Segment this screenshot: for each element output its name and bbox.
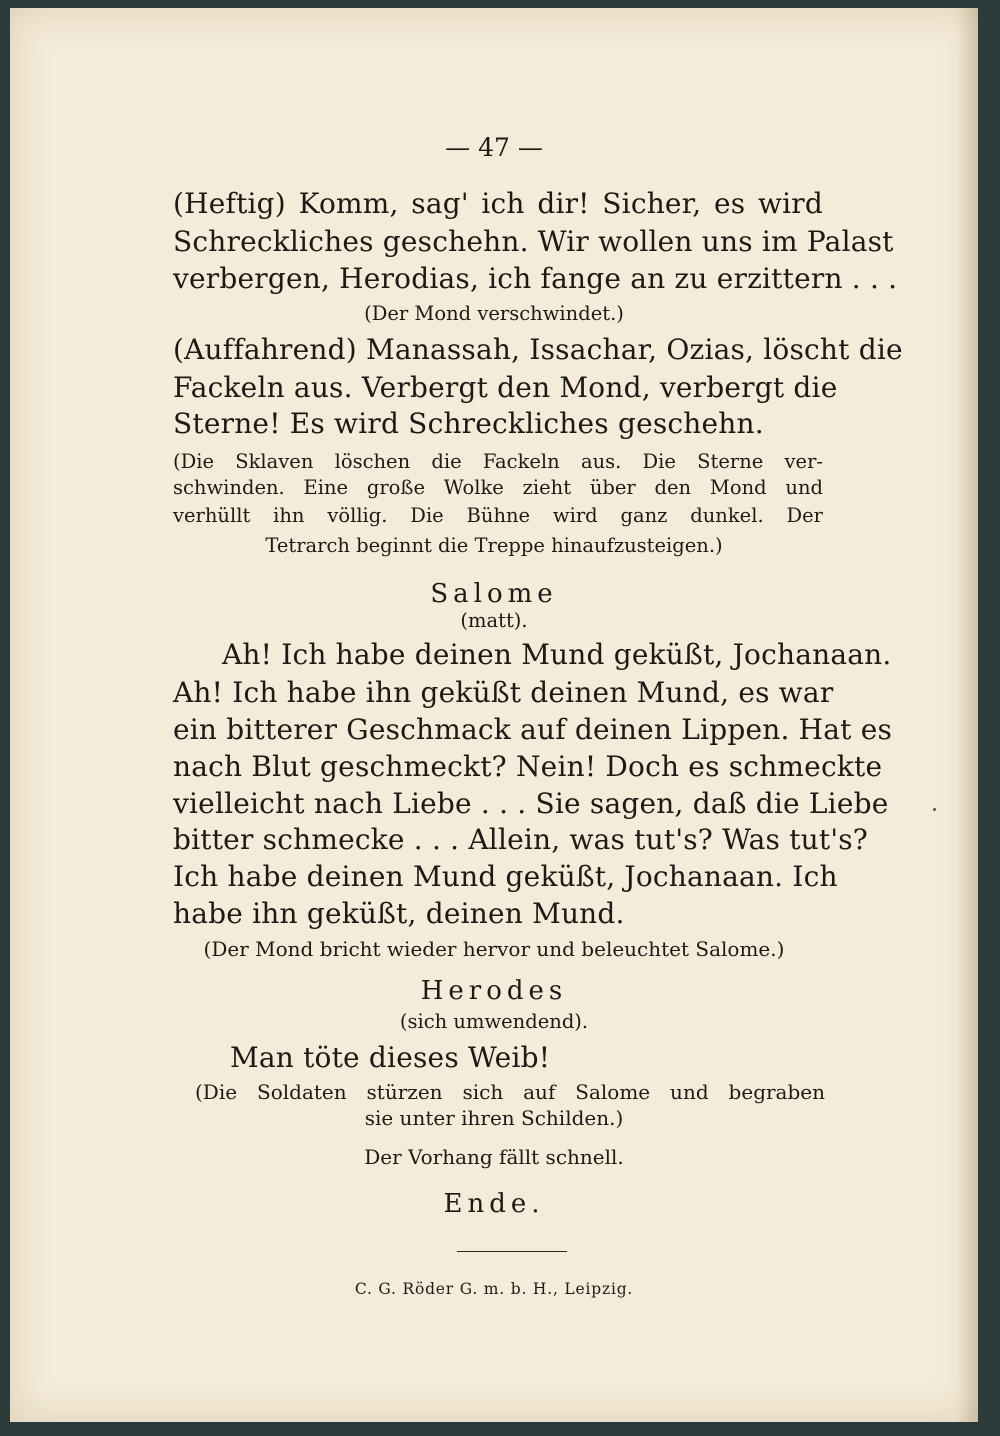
speaker-name: Salome: [430, 579, 558, 609]
text-line: Schreckliches geschehn. Wir wollen uns im Palast: [173, 225, 894, 258]
stage-direction-line: (Die Soldaten stürzen sich auf Salome und begraben: [195, 1080, 825, 1104]
stage-direction-line: sie unter ihren Schilden.): [364, 1106, 624, 1130]
text-line: (Auffahrend) Manassah, Issachar, Ozias, löscht die: [173, 333, 903, 366]
text-line: Ah! Ich habe ihn geküßt deinen Mund, es war: [173, 676, 834, 709]
stage-direction-line: Tetrarch beginnt die Treppe hinaufzusteigen.): [265, 534, 723, 557]
paper-speck: [933, 808, 936, 811]
stage-direction: (Der Mond verschwindet.): [364, 302, 624, 325]
text-line: Fackeln aus. Verbergt den Mond, verbergt die: [173, 371, 838, 404]
book-page: [10, 8, 978, 1422]
text-line: nach Blut geschmeckt? Nein! Doch es schmeckte: [173, 750, 883, 783]
speaker-direction: (sich umwendend).: [399, 1010, 589, 1033]
speaker-name: Herodes: [420, 976, 568, 1006]
end-marker: Ende.: [443, 1189, 545, 1219]
text-line: Ich habe deinen Mund geküßt, Jochanaan. Ich: [173, 860, 838, 893]
text-line: Ah! Ich habe deinen Mund geküßt, Jochanaan.: [222, 638, 892, 671]
speaker-direction: (matt).: [460, 609, 528, 632]
divider-rule: [457, 1251, 567, 1252]
stage-direction-line: verhüllt ihn völlig. Die Bühne wird ganz dunkel. Der: [173, 504, 823, 527]
text-line: vielleicht nach Liebe . . . Sie sagen, daß die Liebe: [173, 787, 889, 820]
text-line: habe ihn geküßt, deinen Mund.: [173, 897, 625, 930]
page-number: — 47 —: [445, 133, 543, 162]
curtain-direction: Der Vorhang fällt schnell.: [364, 1145, 624, 1169]
text-line: Sterne! Es wird Schreckliches geschehn.: [173, 407, 764, 440]
text-line: bitter schmecke . . . Allein, was tut's? Was tut's?: [173, 823, 869, 856]
stage-direction-line: schwinden. Eine große Wolke zieht über den Mond und: [173, 476, 823, 499]
text-line: ein bitterer Geschmack auf deinen Lippen. Hat es: [173, 713, 893, 746]
stage-direction-line: (Die Sklaven löschen die Fackeln aus. Die Sterne ver-: [173, 450, 823, 473]
text-line: (Heftig) Komm, sag' ich dir! Sicher, es wird: [173, 187, 823, 220]
text-line: verbergen, Herodias, ich fange an zu erzittern . . .: [173, 262, 898, 295]
text-line: Man töte dieses Weib!: [230, 1041, 551, 1074]
printer-imprint: C. G. Röder G. m. b. H., Leipzig.: [354, 1280, 634, 1298]
stage-direction: (Der Mond bricht wieder hervor und beleuchtet Salome.): [203, 937, 785, 961]
